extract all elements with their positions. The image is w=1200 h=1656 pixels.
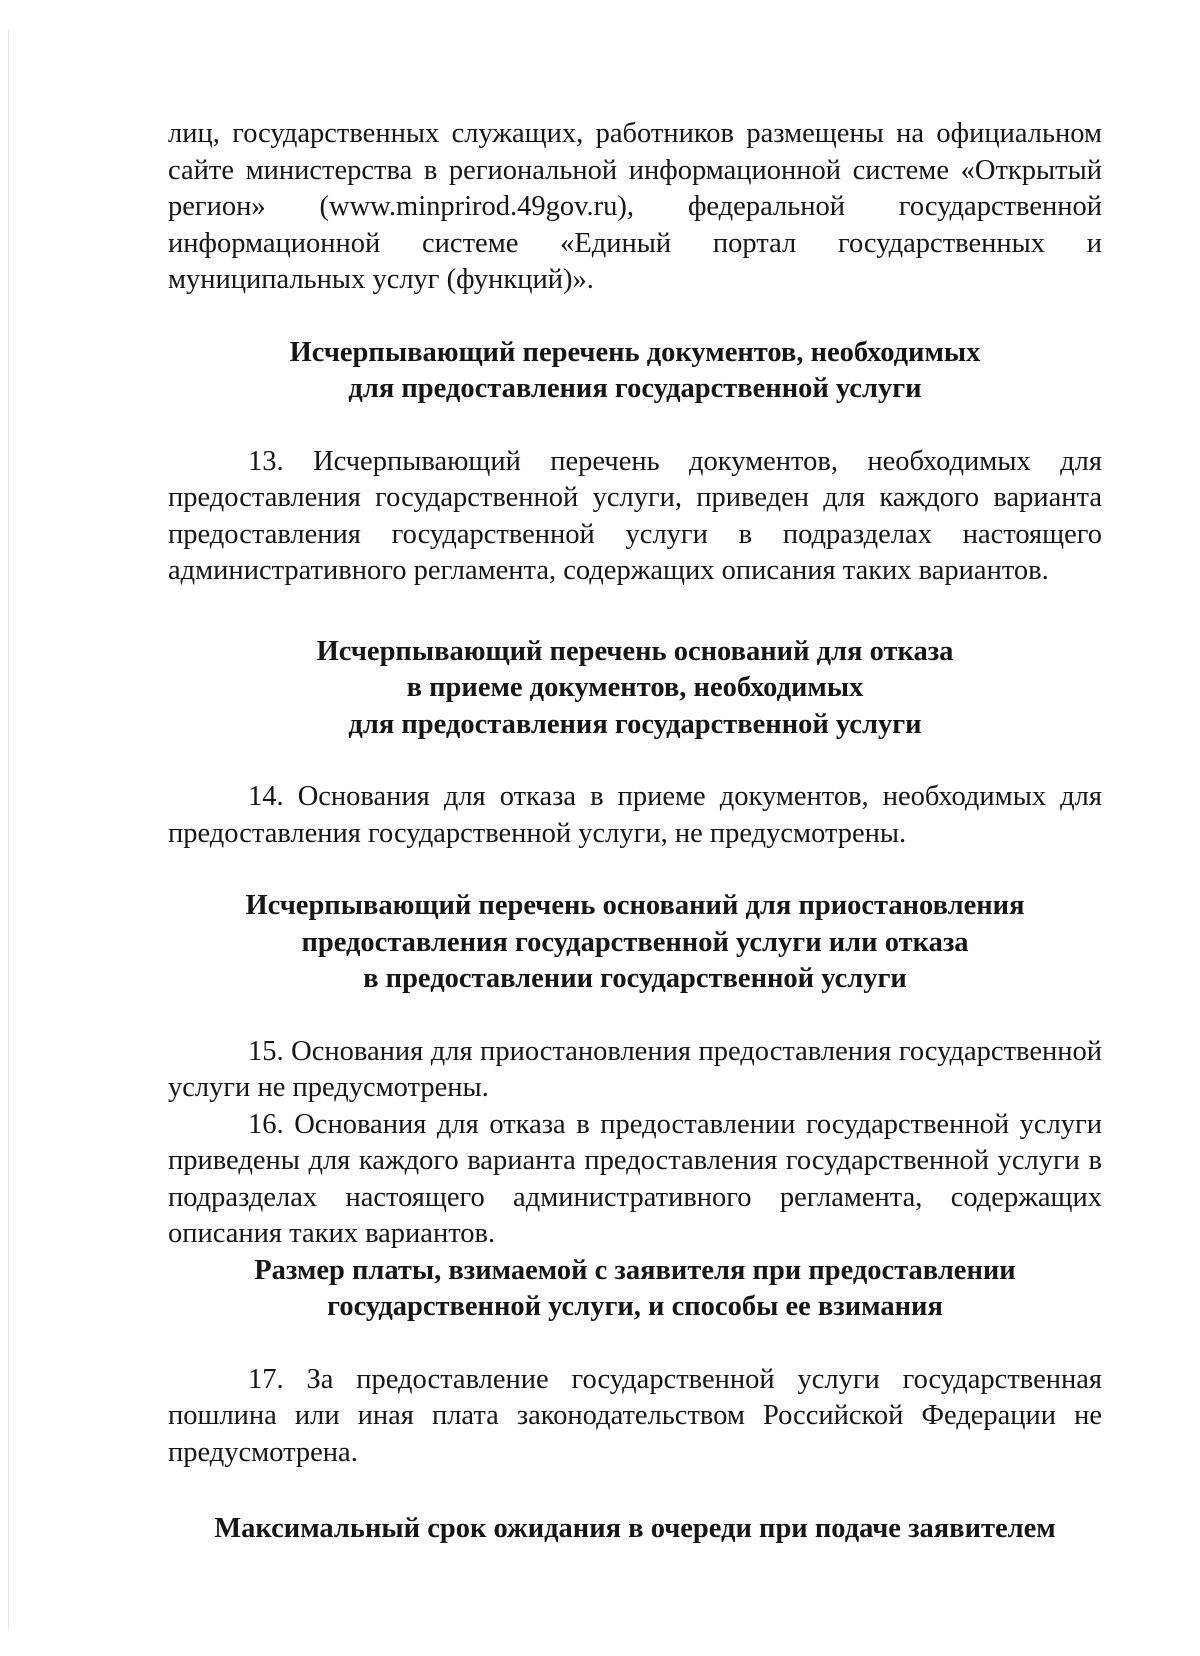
text-line: предоставления государственной услуги в подразделах настоящего [168,518,1102,550]
text-line: 15. Основания для приостановления предоставления государственной [248,1035,1102,1067]
text-line: 17. За предоставление государственной услуги государственная [248,1363,1102,1395]
text-line: 16. Основания для отказа в предоставлении государственной услуги [248,1108,1102,1140]
heading-line: в предоставлении государственной услуги [363,963,907,994]
heading-line: для предоставления государственной услуги [348,708,922,740]
text-line: предусмотрена. [168,1436,358,1468]
heading-line: Исчерпывающий перечень оснований для отказа [316,635,954,667]
section-heading-fee [168,1253,1102,1326]
text-line: 14. Основания для отказа в приеме документов, необходимых для [248,781,1102,812]
paragraph-17 [168,1362,1102,1472]
heading-line: предоставления государственной услуги или отказа [301,926,969,958]
text-line: предоставления государственной услуги, не предусмотрены. [168,817,907,849]
text-line: 13. Исчерпывающий перечень документов, необходимых для [248,445,1102,477]
section-heading-refusal-reception [168,634,1102,744]
text-line: приведены для каждого варианта предоставления государственной услуги в [168,1145,1102,1176]
section-heading-suspension [168,888,1102,998]
document-body [168,116,1102,1548]
heading-line: в приеме документов, необходимых [406,672,864,703]
section-heading-documents [168,335,1102,408]
scan-edge-line [8,30,9,1630]
heading-line: государственной услуги, и способы ее взимания [327,1291,943,1322]
text-line: лиц, государственных служащих, работников размещены на официальном [168,118,1102,149]
heading-line: Исчерпывающий перечень оснований для приостановления [245,890,1025,921]
paragraph-14 [168,779,1102,852]
heading-line: Исчерпывающий перечень документов, необходимых [289,336,981,368]
heading-line: для предоставления государственной услуги [348,373,922,404]
text-line: регион» (www.minprirod.49gov.ru), федеральной государственной [168,191,1102,222]
paragraph-intro [168,116,1102,299]
text-line: сайте министерства в региональной информационной системе «Открытый [168,154,1102,186]
text-line: подразделах настоящего административного регламента, содержащих [168,1181,1102,1213]
heading-line: Размер платы, взимаемой с заявителя при предоставлении [254,1254,1016,1286]
text-line: административного регламента, содержащих описания таких вариантов. [168,555,1049,586]
paragraph-15 [168,1034,1102,1107]
paragraph-16 [168,1107,1102,1253]
text-line: описания таких вариантов. [168,1218,496,1249]
text-line: муниципальных услуг (функций)». [168,264,594,295]
text-line: услуги не предусмотрены. [168,1072,489,1103]
text-line: пошлина или иная плата законодательством Российской Федерации не [168,1400,1102,1431]
text-line: предоставления государственной услуги, приведен для каждого варианта [168,482,1102,513]
text-line: информационной системе «Единый портал государственных и [168,227,1102,259]
paragraph-13 [168,444,1102,590]
heading-line: Максимальный срок ожидания в очереди при подаче заявителем [214,1513,1056,1544]
section-heading-queue [168,1511,1102,1548]
